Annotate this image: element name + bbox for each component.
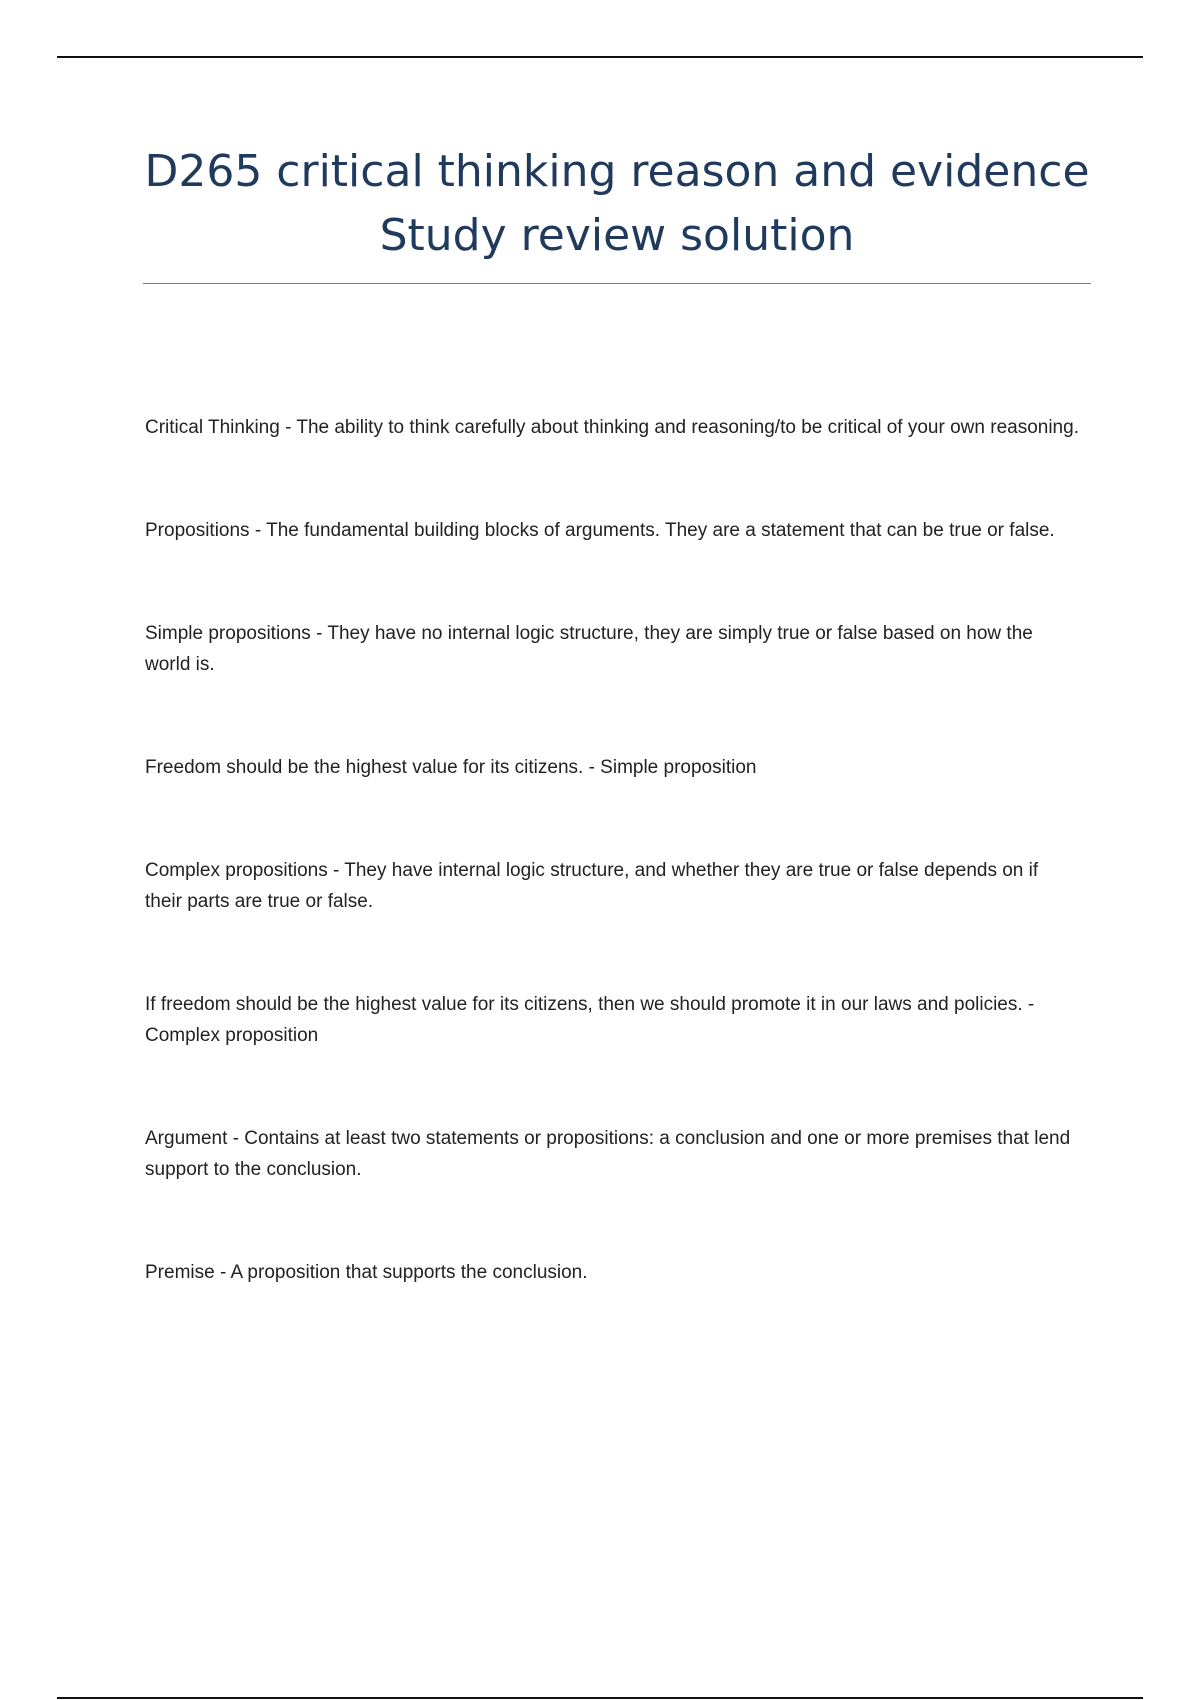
term-entry-complex-example: If freedom should be the highest value for its citizens, then we should promote it in our laws and policies. - Complex proposition (145, 994, 1035, 1046)
term-entry-complex-propositions: Complex propositions - They have internal logic structure, and whether they are true or false depends on if their parts are true or false. (145, 860, 1039, 912)
term-entry-critical-thinking: Critical Thinking - The ability to think carefully about thinking and reasoning/to be critical of your own reasoning. (145, 417, 1079, 438)
title-underline (143, 283, 1091, 284)
document-title-line-2: Study review solution (379, 210, 855, 261)
term-entry-propositions: Propositions - The fundamental building blocks of arguments. They are a statement that can be true or false. (145, 520, 1055, 541)
document-title-block (143, 140, 1091, 268)
document-title (143, 140, 1091, 268)
term-list (145, 412, 1080, 1288)
term-entry-simple-propositions: Simple propositions - They have no internal logic structure, they are simply true or false based on how the world is. (145, 623, 1033, 675)
term-entry-simple-example: Freedom should be the highest value for its citizens. - Simple proposition (145, 757, 757, 778)
page-bottom-rule (57, 1697, 1143, 1699)
term-entry-argument: Argument - Contains at least two statements or propositions: a conclusion and one or more premises that lend support to the conclusion. (145, 1128, 1071, 1180)
document-title-line-1: D265 critical thinking reason and evidence (144, 146, 1090, 197)
page-top-rule (57, 56, 1143, 58)
term-entry-premise: Premise - A proposition that supports the conclusion. (145, 1262, 588, 1283)
